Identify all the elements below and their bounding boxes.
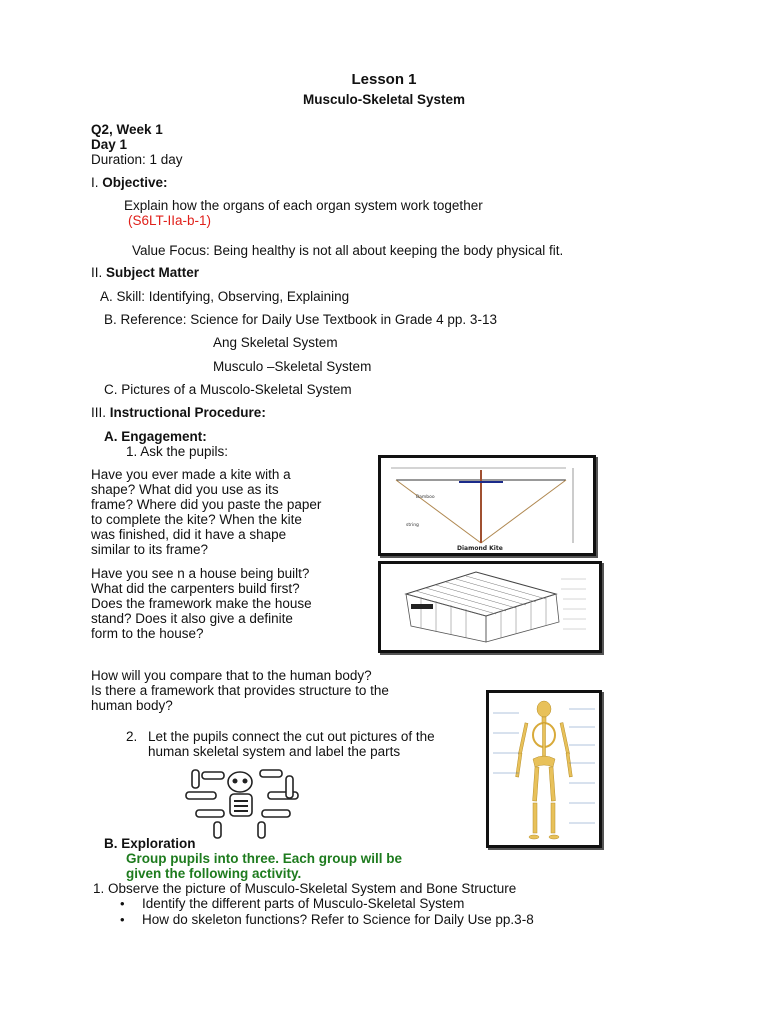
- pictures-line: C. Pictures of a Muscolo-Skeletal System: [104, 382, 352, 397]
- skeleton-chart: [486, 690, 602, 848]
- kite-question-line: was finished, did it have a shape: [91, 527, 287, 542]
- body-question-line: human body?: [91, 698, 173, 713]
- body-question-line: How will you compare that to the human body?: [91, 668, 372, 683]
- value-focus: Value Focus: Being healthy is not all about keeping the body physical fit.: [132, 243, 564, 258]
- house-question-line: Have you see n a house being built?: [91, 566, 310, 581]
- bullet-icon: •: [120, 912, 125, 927]
- exploration-item-1: 1. Observe the picture of Musculo-Skeletal System and Bone Structure: [93, 881, 517, 896]
- reference-item-2: Musculo –Skeletal System: [213, 359, 372, 374]
- objective-heading: I. Objective:: [91, 175, 168, 190]
- objective-text: Explain how the organs of each organ system work together: [124, 198, 483, 213]
- duration: Duration: 1 day: [91, 152, 183, 167]
- svg-text:string: string: [406, 523, 419, 528]
- house-question-line: stand? Does it also give a definite: [91, 611, 293, 626]
- bullet-icon: •: [120, 896, 125, 911]
- procedure-heading: III. Instructional Procedure:: [91, 405, 266, 420]
- cutout-skeleton: [178, 762, 313, 840]
- step-2-line: Let the pupils connect the cut out pictures of the: [148, 729, 435, 744]
- engagement-label: A. Engagement:: [104, 429, 207, 444]
- house-frame-drawing: [378, 561, 602, 653]
- house-question-line: form to the house?: [91, 626, 204, 641]
- house-question-line: Does the framework make the house: [91, 596, 312, 611]
- exploration-bullet: How do skeleton functions? Refer to Science for Daily Use pp.3-8: [142, 912, 534, 927]
- reference-line: B. Reference: Science for Daily Use Textbook in Grade 4 pp. 3-13: [104, 312, 497, 327]
- group-instruction-line: Group pupils into three. Each group will be: [126, 851, 403, 866]
- svg-text:Bamboo: Bamboo: [416, 495, 435, 500]
- reference-item-1: Ang Skeletal System: [213, 335, 338, 350]
- kite-question-line: shape? What did you use as its: [91, 482, 279, 497]
- group-instruction-line: given the following activity.: [126, 866, 302, 881]
- kite-question-line: to complete the kite? When the kite: [91, 512, 302, 527]
- competency-code: (S6LT-IIa-b-1): [128, 213, 212, 228]
- kite-question-line: similar to its frame?: [91, 542, 209, 557]
- step-1: 1. Ask the pupils:: [126, 444, 229, 459]
- subject-matter-heading: II. Subject Matter: [91, 265, 200, 280]
- step-2-line: human skeletal system and label the parts: [148, 744, 401, 759]
- kite-question-line: frame? Where did you paste the paper: [91, 497, 322, 512]
- quarter-week: Q2, Week 1: [91, 122, 163, 137]
- house-question-line: What did the carpenters build first?: [91, 581, 300, 596]
- exploration-bullet: Identify the different parts of Musculo-Skeletal System: [142, 896, 465, 911]
- day-label: Day 1: [91, 137, 128, 152]
- body-question-line: Is there a framework that provides structure to the: [91, 683, 389, 698]
- exploration-label: B. Exploration: [104, 836, 196, 851]
- kite-caption: Diamond Kite: [457, 545, 503, 552]
- page-subtitle: Musculo-Skeletal System: [302, 92, 466, 107]
- kite-diagram: [378, 455, 596, 556]
- page-title: Lesson 1: [351, 71, 417, 88]
- skill-line: A. Skill: Identifying, Observing, Explaining: [100, 289, 350, 304]
- step-2-number: 2.: [126, 729, 138, 744]
- kite-question-line: Have you ever made a kite with a: [91, 467, 291, 482]
